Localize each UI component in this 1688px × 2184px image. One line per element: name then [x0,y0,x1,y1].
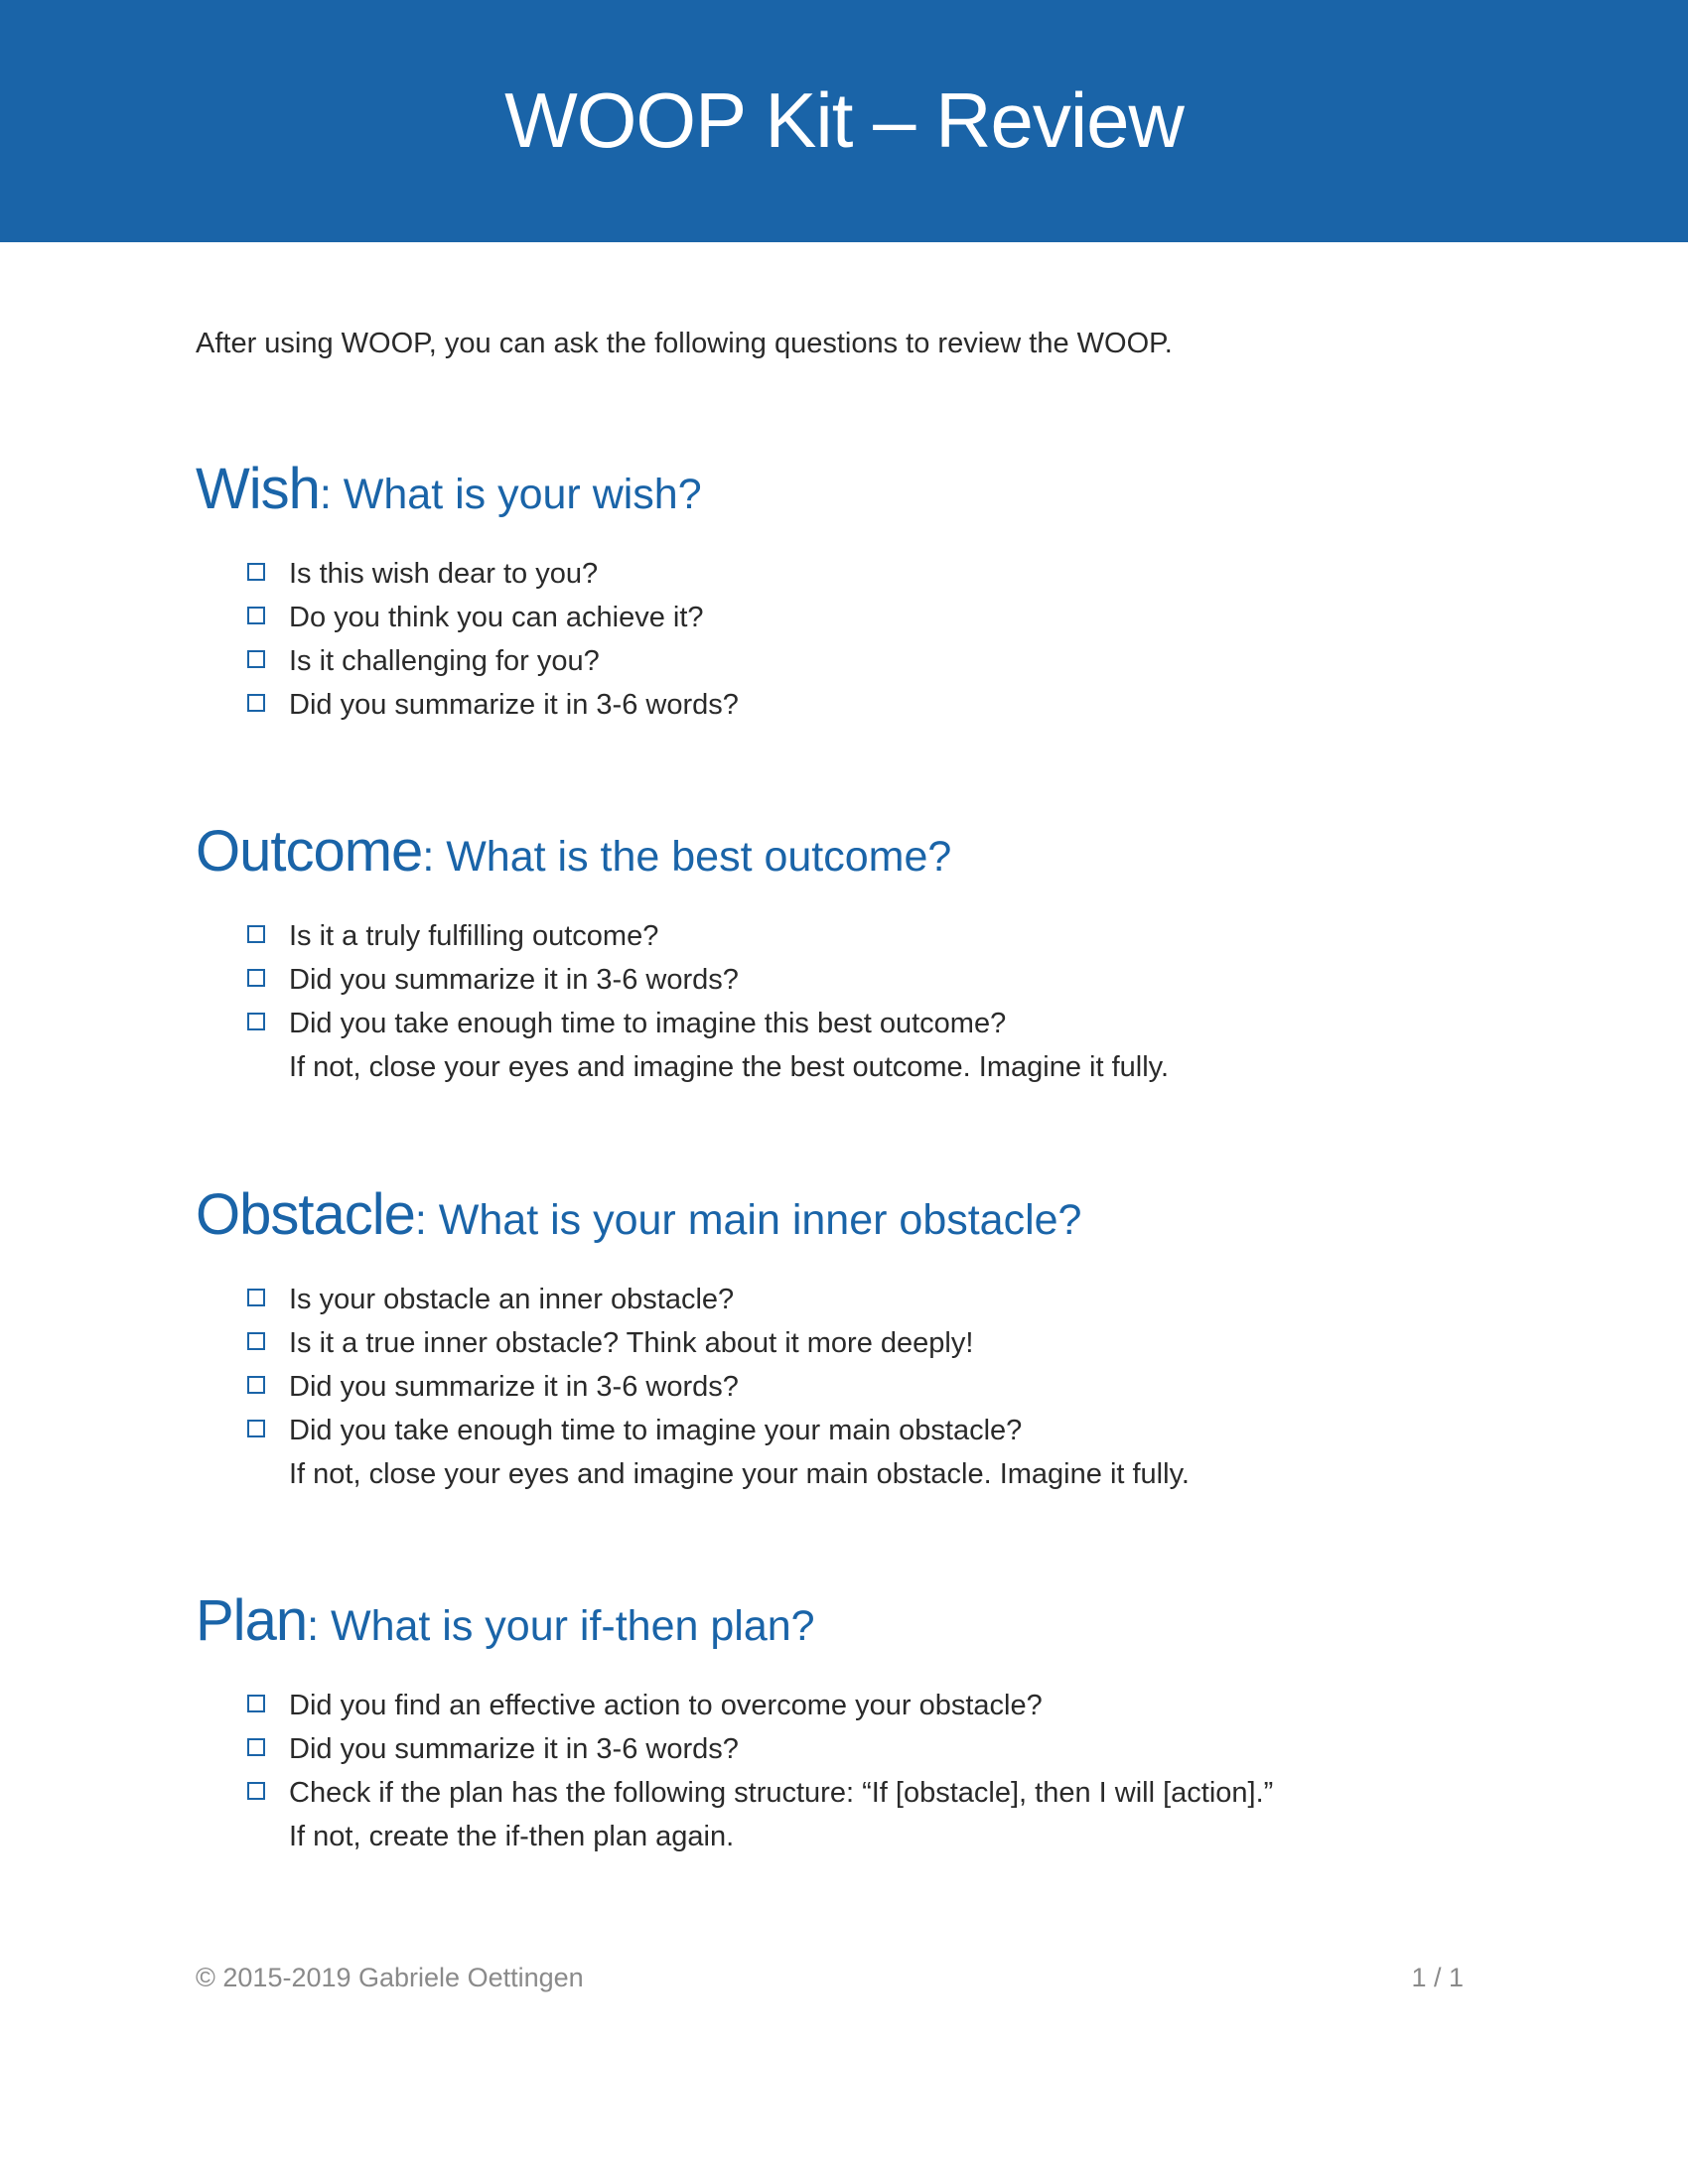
item-text: Did you summarize it in 3-6 words? [289,964,739,996]
checklist-item [247,596,1506,639]
item-body [289,639,600,683]
section-heading [196,455,1506,536]
checklist [196,1684,1506,1858]
checkbox-icon[interactable] [247,650,265,668]
checkbox-icon[interactable] [247,607,265,624]
item-text: Did you take enough time to imagine this best outcome? [289,1008,1007,1039]
section-question: : What is your wish? [319,471,702,518]
section-key: Outcome [196,819,423,884]
section-question: : What is your if-then plan? [307,1602,815,1650]
item-text: Did you take enough time to imagine your main obstacle? [289,1415,1023,1446]
section-heading [196,1586,1506,1668]
checkbox-icon[interactable] [247,1332,265,1350]
checklist-item [247,1771,1506,1858]
checklist-item [247,1278,1506,1321]
checkbox-icon[interactable] [247,1420,265,1437]
section-heading [196,1180,1506,1262]
item-text: Is it a truly fulfilling outcome? [289,920,659,952]
item-body [289,552,598,596]
checkbox-icon[interactable] [247,1695,265,1712]
section-key: Plan [196,1588,308,1653]
page-title: WOOP Kit – Review [504,76,1184,164]
header-band [0,0,1688,242]
item-text: Did you summarize it in 3-6 words? [289,689,739,721]
section-obstacle [196,1180,1506,1496]
checklist [196,914,1506,1089]
item-text: Did you find an effective action to overcome your obstacle? [289,1690,1043,1721]
section-key: Obstacle [196,1182,415,1247]
item-body [289,1727,739,1771]
checklist [196,1278,1506,1496]
checkbox-icon[interactable] [247,1013,265,1030]
section-heading [196,817,1506,898]
intro-text: After using WOOP, you can ask the following questions to review the WOOP. [196,328,1173,359]
item-body [289,914,658,958]
checkbox-icon[interactable] [247,1738,265,1756]
checklist-item [247,1002,1506,1089]
checkbox-icon[interactable] [247,694,265,712]
item-text: Is this wish dear to you? [289,558,599,590]
checklist-item [247,1727,1506,1771]
footer-page-number: 1 / 1 [1411,1963,1464,1992]
item-body [289,683,739,727]
item-text: Did you summarize it in 3-6 words? [289,1371,739,1403]
checkbox-icon[interactable] [247,1289,265,1306]
section-outcome [196,817,1506,1089]
item-body [289,1771,1273,1858]
section-key: Wish [196,457,320,521]
checklist-item [247,914,1506,958]
section-question: : What is your main inner obstacle? [414,1196,1082,1244]
section-plan [196,1586,1506,1858]
item-text: Is it a true inner obstacle? Think about it more deeply! [289,1327,974,1359]
checkbox-icon[interactable] [247,1376,265,1394]
footer-copyright: © 2015-2019 Gabriele Oettingen [196,1963,584,1992]
item-text: Did you summarize it in 3-6 words? [289,1733,739,1765]
item-body [289,1409,1190,1496]
item-body [289,596,704,639]
item-note: If not, close your eyes and imagine the best outcome. Imagine it fully. [289,1051,1170,1083]
checkbox-icon[interactable] [247,1782,265,1800]
checklist-item [247,683,1506,727]
checklist-item [247,1684,1506,1727]
section-question: : What is the best outcome? [422,833,952,881]
item-body [289,1321,973,1365]
item-text: Do you think you can achieve it? [289,602,704,633]
checklist-item [247,1321,1506,1365]
item-text: Is it challenging for you? [289,645,600,677]
item-note: If not, close your eyes and imagine your main obstacle. Imagine it fully. [289,1458,1190,1490]
item-note: If not, create the if-then plan again. [289,1821,735,1852]
item-body [289,1365,739,1409]
item-text: Check if the plan has the following structure: “If [obstacle], then I will [action].” [289,1777,1274,1809]
checklist-item [247,1365,1506,1409]
checkbox-icon[interactable] [247,563,265,581]
item-body [289,1684,1043,1727]
checklist-item [247,552,1506,596]
item-body [289,1278,734,1321]
item-body [289,958,739,1002]
checkbox-icon[interactable] [247,969,265,987]
item-text: Is your obstacle an inner obstacle? [289,1284,735,1315]
checklist [196,552,1506,727]
section-wish [196,455,1506,727]
item-body [289,1002,1169,1089]
checklist-item [247,639,1506,683]
checklist-item [247,958,1506,1002]
checkbox-icon[interactable] [247,925,265,943]
checklist-item [247,1409,1506,1496]
